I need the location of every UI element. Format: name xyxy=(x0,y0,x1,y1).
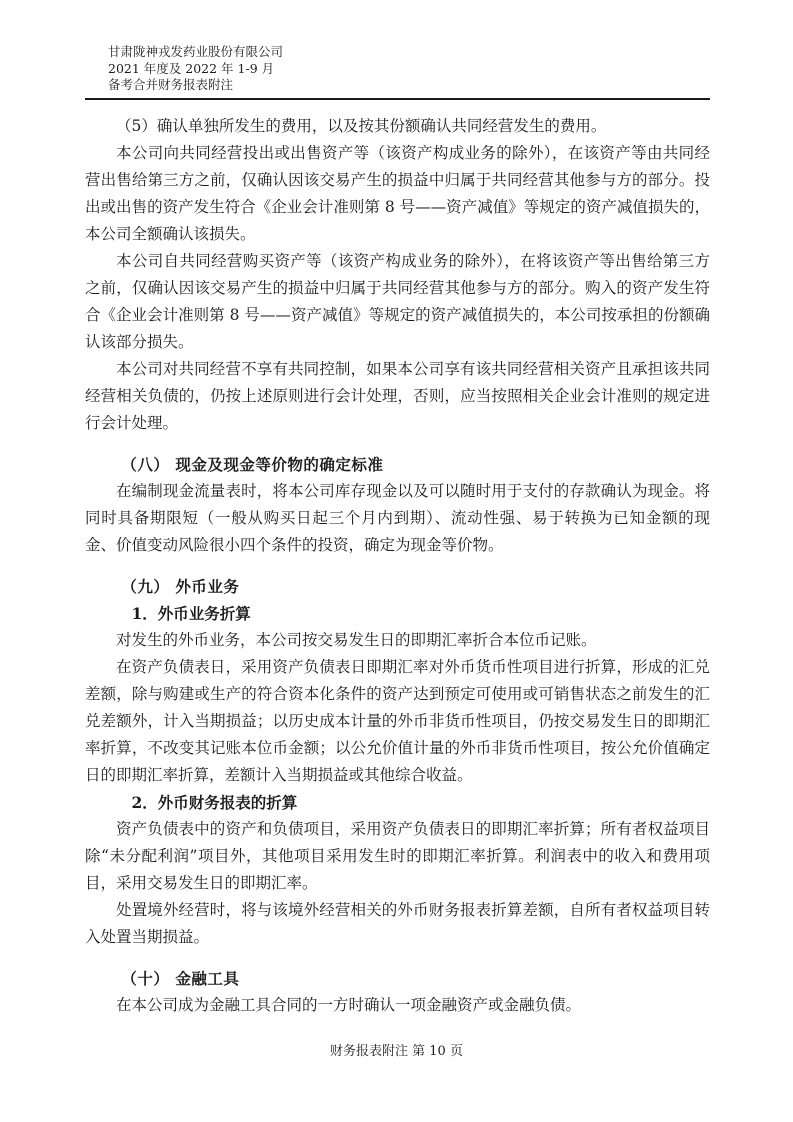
report-period: 2021 年度及 2022 年 1-9 月 xyxy=(108,60,275,76)
paragraph-cash-equivalents-criteria: 在编制现金流量表时，将本公司库存现金以及可以随时用于支付的存款确认为现金。将同时具备期限短（一般从购买日起三个月内到期）、流动性强、易于转换为已知金额的现金、价值变动风险很小四个条件的投资，确定为现金等价物。 xyxy=(85,481,710,554)
subheading-9-2-fc-statements-translation: 2．外币财务报表的折算 xyxy=(131,792,298,812)
paragraph-balance-sheet-date-translation: 在资产负债表日，采用资产负债表日即期汇率对外币货币性项目进行折算，形成的汇兑差额，除与购建或生产的符合资本化条件的资产达到预定可使用或可销售状态之前发生的汇兑差额外，计入当期损益；以历史成本计量的外币非货币性项目，仍按交易发生日的即期汇率折算，不改变其记账本位币金额；以公允价值计量的外币非货币性项目，按公允价值确定日的即期汇率折算，差额计入当期损益或其他综合收益。 xyxy=(85,657,710,784)
paragraph-fc-transaction-recording: 对发生的外币业务，本公司按交易发生日的即期汇率折合本位币记账。 xyxy=(116,630,597,649)
paragraph-joint-op-asset-purchase: 本公司自共同经营购买资产等（该资产构成业务的除外），在将该资产等出售给第三方之前，仅确认因该交易产生的损益中归属于共同经营其他参与方的部分。购入的资产发生符合《企业会计准则第 8 号——资产减值》等规定的资产减值损失的，本公司按承担的份额确认该部分损失。 xyxy=(85,251,710,351)
page-footer: 财务报表附注 第 10 页 xyxy=(330,1044,463,1059)
heading-section-9-foreign-currency: （九） 外币业务 xyxy=(121,576,240,596)
page-content xyxy=(85,44,710,1019)
paragraph-financial-instrument-recognition: 在本公司成为金融工具合同的一方时确认一项金融资产或金融负债。 xyxy=(116,995,582,1014)
heading-section-10-financial-instruments: （十） 金融工具 xyxy=(121,968,240,988)
document-title: 备考合并财务报表附注 xyxy=(108,77,234,92)
company-name: 甘肃陇神戎发药业股份有限公司 xyxy=(108,44,284,59)
header-divider xyxy=(85,98,710,100)
document-header xyxy=(108,44,710,94)
heading-section-8-cash-equivalents: （八） 现金及现金等价物的确定标准 xyxy=(121,454,384,474)
paragraph-fs-translation-method: 资产负债表中的资产和负债项目，采用资产负债表日的即期汇率折算；所有者权益项目除“未分配利润”项目外，其他项目采用发生时的即期汇率折算。利润表中的收入和费用项目，采用交易发生日的即期汇率。 xyxy=(85,819,710,892)
paragraph-joint-op-item5: （5）确认单独所发生的费用，以及按其份额确认共同经营发生的费用。 xyxy=(116,116,607,135)
paragraph-joint-op-no-control: 本公司对共同经营不享有共同控制，如果本公司享有该共同经营相关资产且承担该共同经营相关负债的，仍按上述原则进行会计处理，否则，应当按照相关企业会计准则的规定进行会计处理。 xyxy=(85,359,710,432)
paragraph-joint-op-asset-contribution: 本公司向共同经营投出或出售资产等（该资产构成业务的除外），在该资产等由共同经营出售给第三方之前，仅确认因该交易产生的损益中归属于共同经营其他参与方的部分。投出或出售的资产发生符合《企业会计准则第 8 号——资产减值》等规定的资产减值损失的，本公司全额确认该损失。 xyxy=(85,143,710,243)
subheading-9-1-fc-translation: 1．外币业务折算 xyxy=(131,603,251,623)
paragraph-disposal-foreign-operation: 处置境外经营时，将与该境外经营相关的外币财务报表折算差额，自所有者权益项目转入处置当期损益。 xyxy=(85,900,710,946)
document-body xyxy=(85,113,710,1019)
